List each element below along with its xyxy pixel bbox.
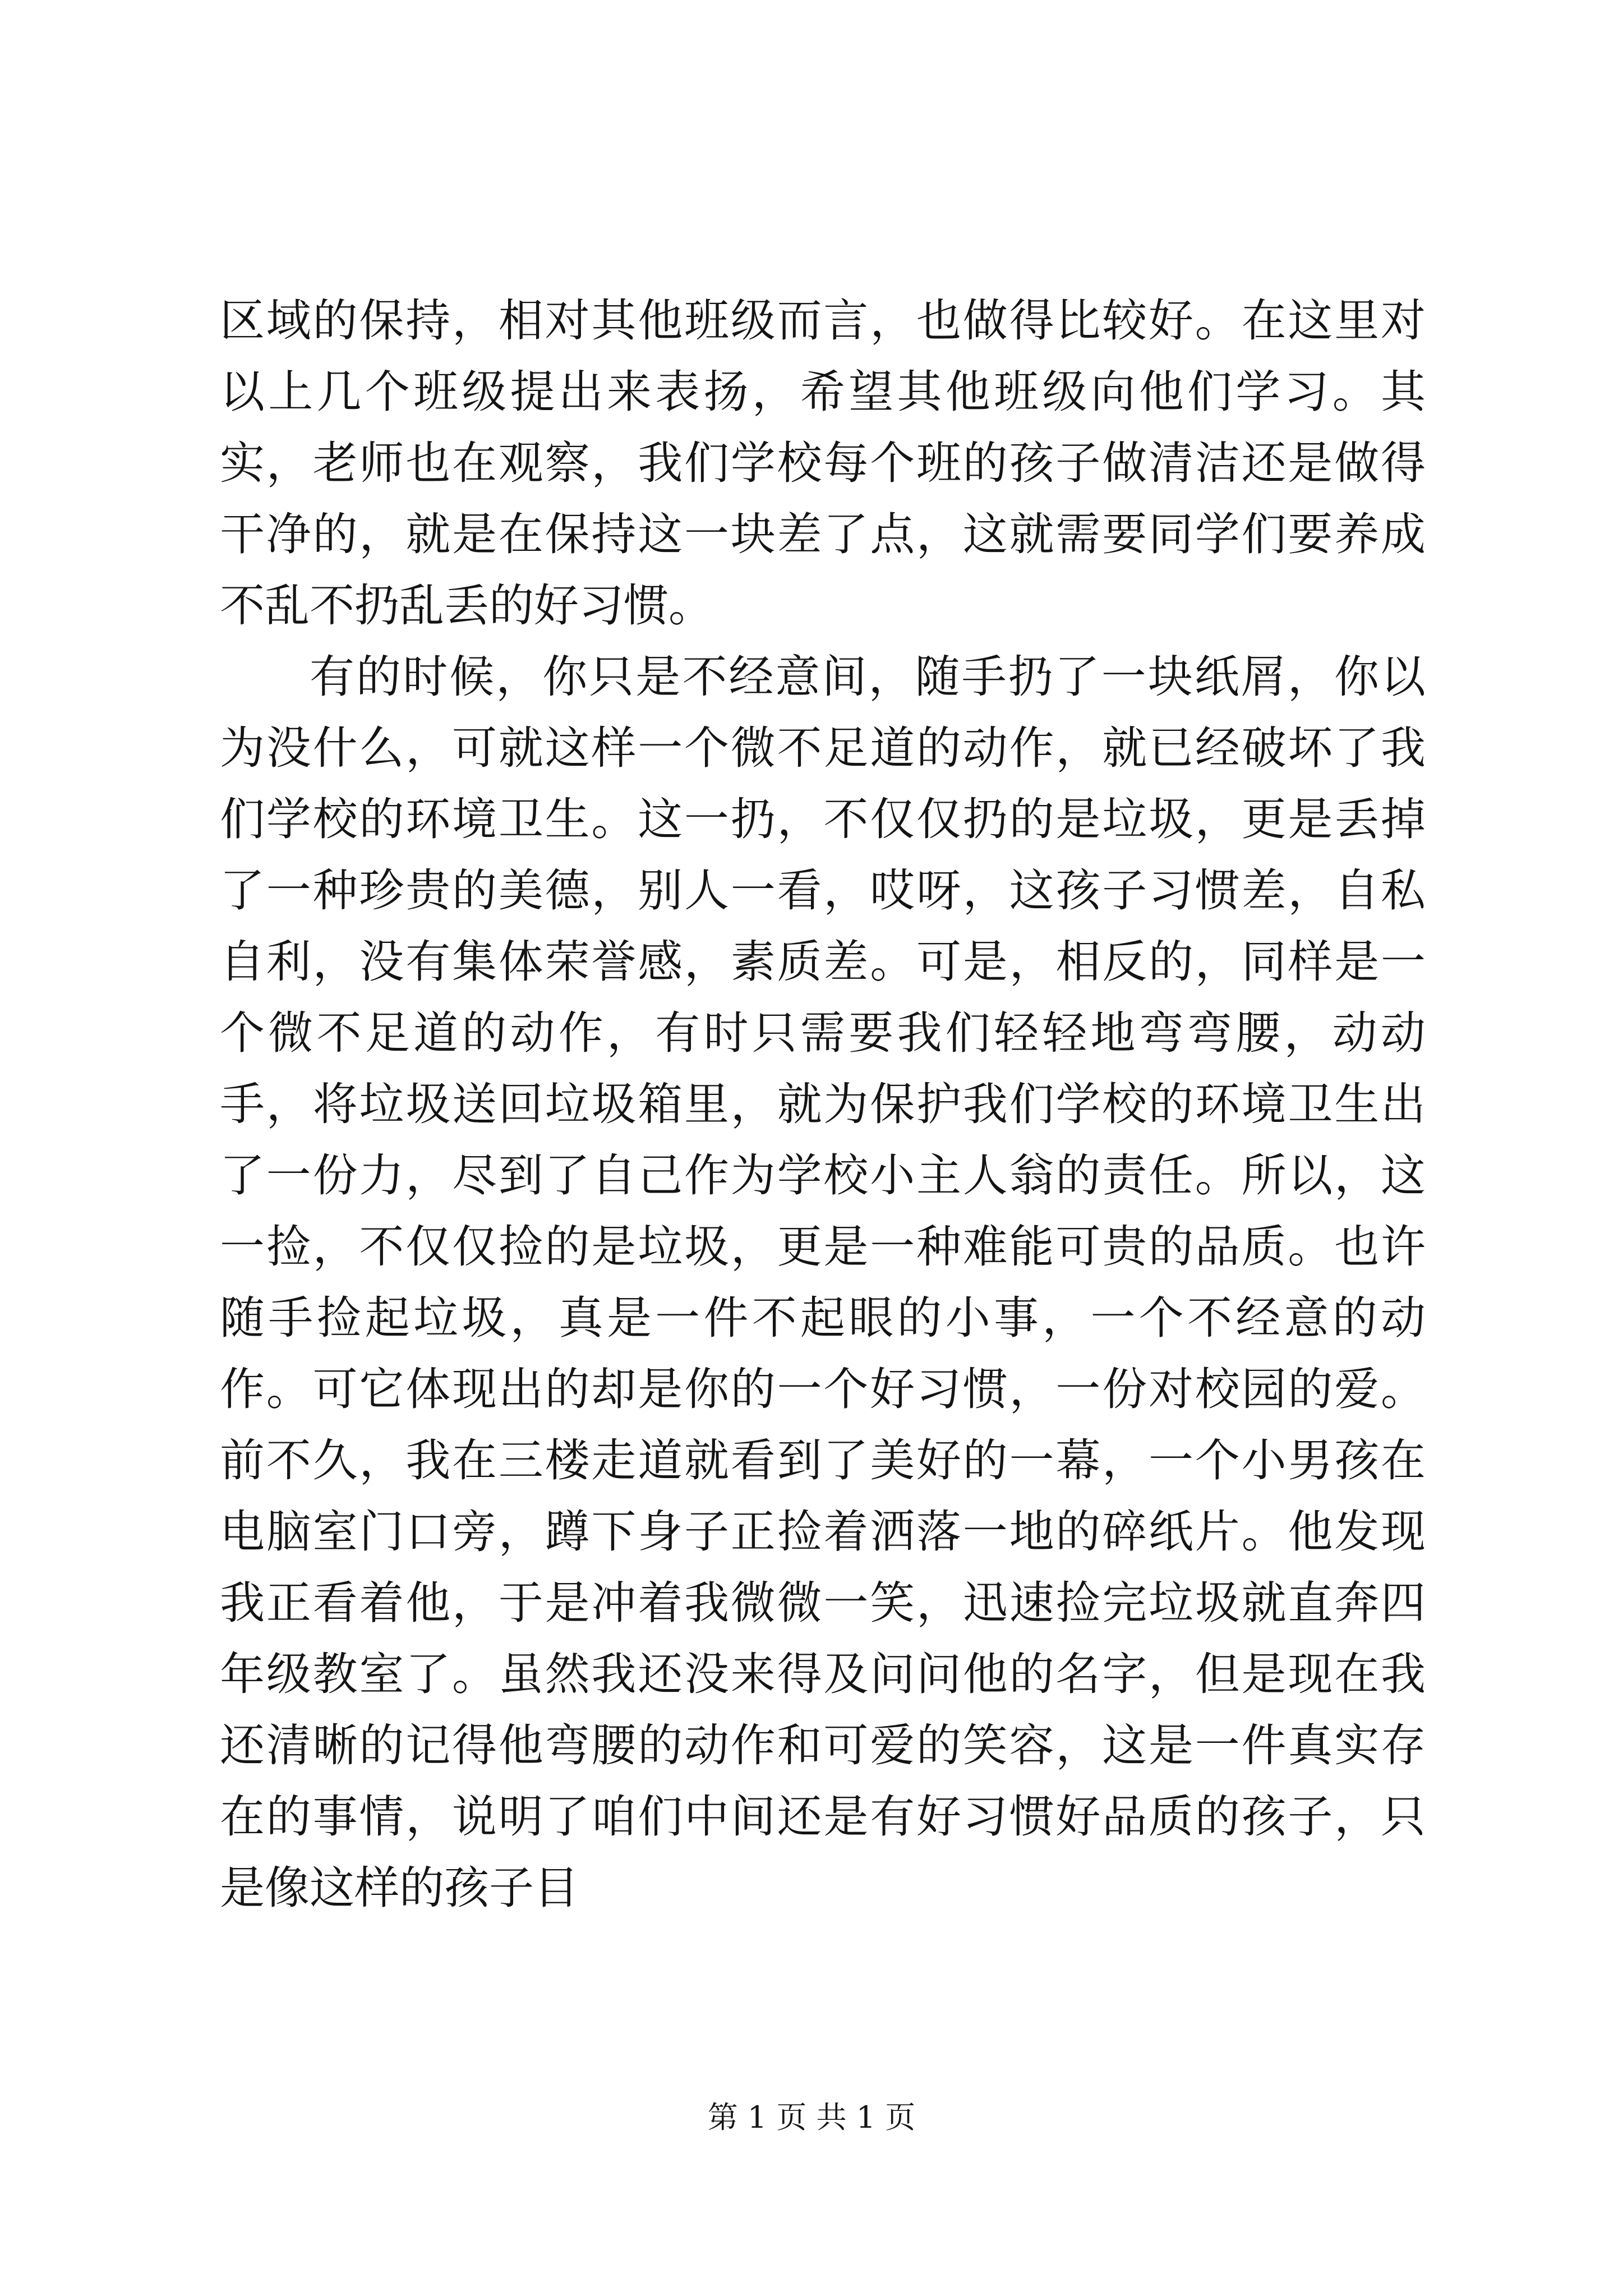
body-text bbox=[220, 285, 1426, 1924]
paragraph-1: 区域的保持，相对其他班级而言，也做得比较好。在这里对以上几个班级提出来表扬，希望其他班级向他们学习。其实，老师也在观察，我们学校每个班的孩子做清洁还是做得干净的，就是在保持这一块差了点，这就需要同学们要养成不乱不扔乱丢的好习惯。 bbox=[220, 295, 1426, 632]
page-footer: 第 1 页 共 1 页 bbox=[707, 2100, 916, 2135]
paragraph-2: 有的时候，你只是不经意间，随手扔了一块纸屑，你以为没什么，可就这样一个微不足道的动作，就已经破坏了我们学校的环境卫生。这一扔，不仅仅扔的是垃圾，更是丢掉了一种珍贵的美德，别人一看，哎呀，这孩子习惯差，自私自利，没有集体荣誉感，素质差。可是，相反的，同样是一个微不足道的动作，有时只需要我们轻轻地弯弯腰，动动手，将垃圾送回垃圾箱里，就为保护我们学校的环境卫生出了一份力，尽到了自己作为学校小主人翁的责任。所以，这一捡，不仅仅捡的是垃圾，更是一种难能可贵的品质。也许随手捡起垃圾，真是一件不起眼的小事，一个不经意的动作。可它体现出的却是你的一个好习惯，一份对校园的爱。前不久，我在三楼走道就看到了美好的一幕，一个小男孩在电脑室门口旁，蹲下身子正捡着洒落一地的碎纸片。他发现我正看着他，于是冲着我微微一笑，迅速捡完垃圾就直奔四年级教室了。虽然我还没来得及问问他的名字，但是现在我还清晰的记得他弯腰的动作和可爱的笑容，这是一件真实存在的事情，说明了咱们中间还是有好习惯好品质的孩子，只是像这样的孩子目 bbox=[220, 651, 1426, 1914]
